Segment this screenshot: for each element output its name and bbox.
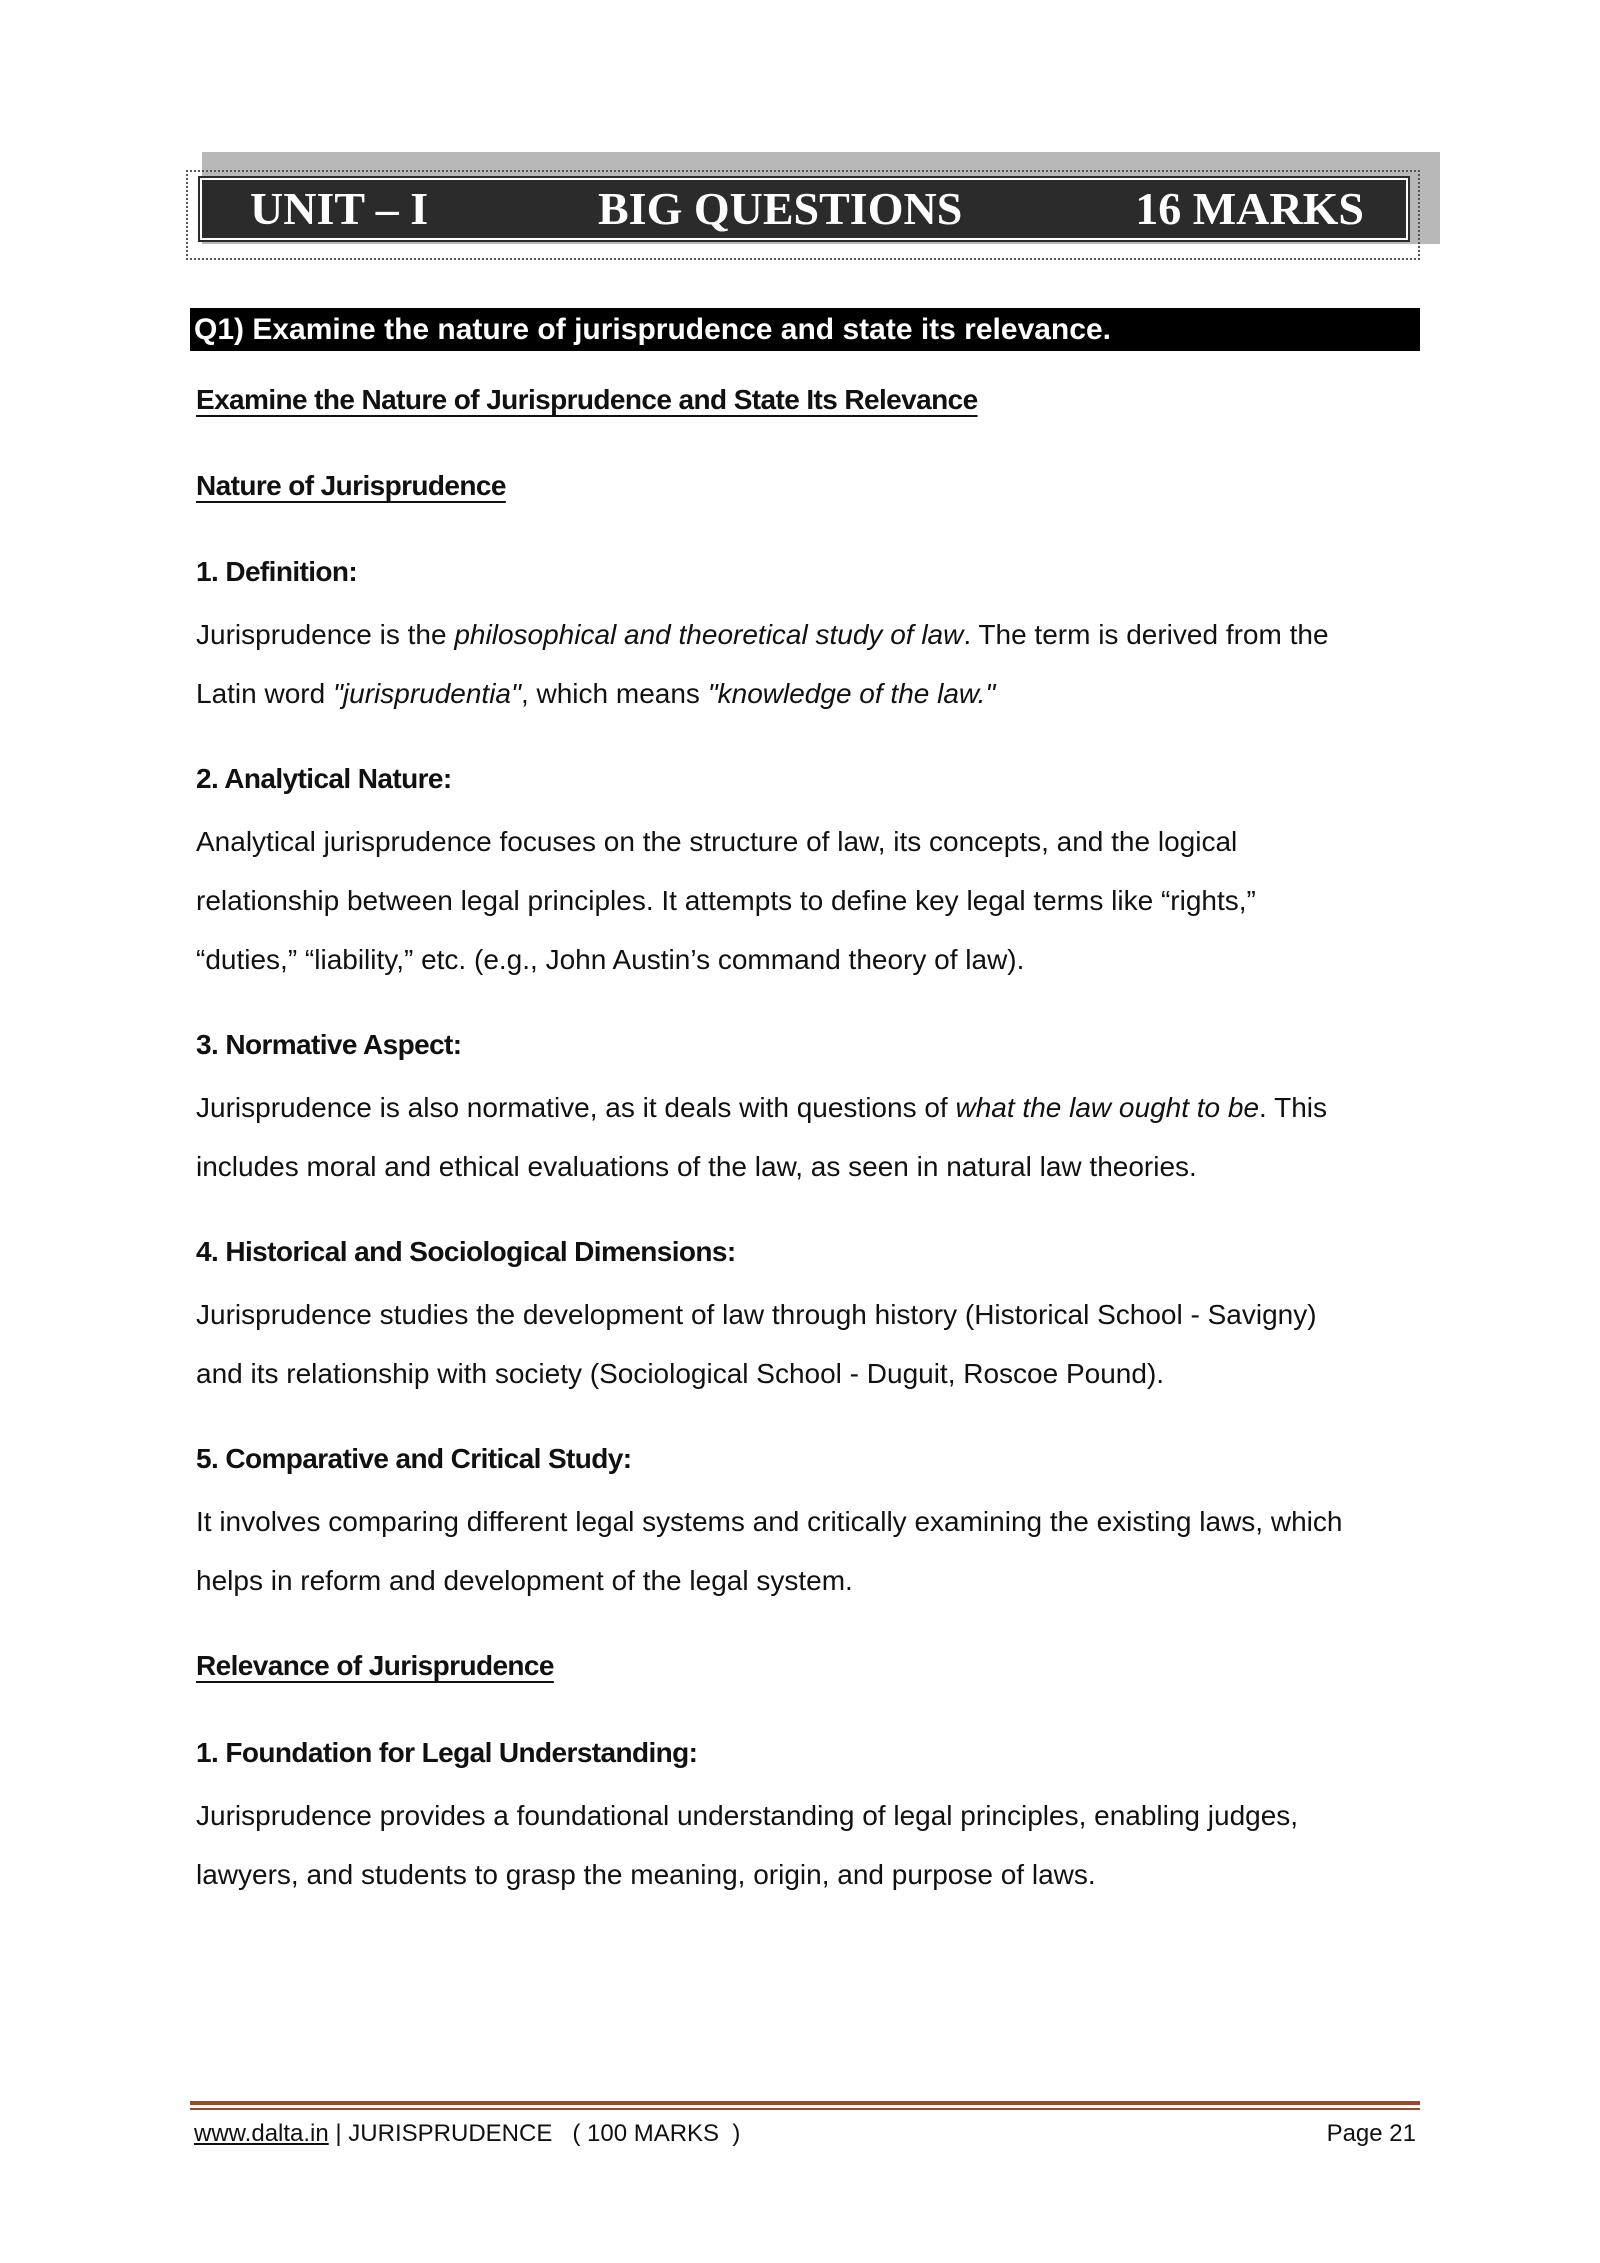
banner-unit: UNIT – I [250,183,429,234]
nature-item-title: 1. Definition: [196,556,358,587]
main-heading: Examine the Nature of Jurisprudence and State Its Relevance [196,384,978,415]
text-line: relationship between legal principles. It attempts to define key legal terms like “rights,” [196,885,1256,916]
nature-item-title: 5. Comparative and Critical Study: [196,1443,632,1474]
footer-rule [190,2108,1420,2110]
question-bar: Q1) Examine the nature of jurisprudence and state its relevance. [190,308,1420,351]
footer-subject: | JURISPRUDENCE ( 100 MARKS ) [328,2120,741,2147]
text-line: Jurisprudence is the philosophical and theoretical study of law. The term is derived from the [196,619,1329,650]
text-line: Latin word "jurisprudentia", which means "knowledge of the law." [196,678,996,709]
text-line: lawyers, and students to grasp the meaning, origin, and purpose of laws. [196,1859,1096,1890]
nature-item-title: 3. Normative Aspect: [196,1029,462,1060]
text-line: “duties,” “liability,” etc. (e.g., John Austin’s command theory of law). [196,944,1025,975]
relevance-item-title: 1. Foundation for Legal Understanding: [196,1737,698,1768]
relevance-item-text [196,1786,1426,1904]
nature-item-text [196,1492,1426,1610]
text-line: It involves comparing different legal systems and critically examining the existing laws, which [196,1506,1343,1537]
footer-page-number: Page 21 [1326,2120,1416,2147]
page-footer [194,2120,1416,2148]
text-line: Analytical jurisprudence focuses on the structure of law, its concepts, and the logical [196,826,1238,857]
footer-rule [190,2101,1420,2105]
nature-item-title: 4. Historical and Sociological Dimensions: [196,1236,736,1267]
footer-site-link[interactable]: www.dalta.in [194,2120,329,2147]
nature-item-text [196,605,1426,723]
nature-item-text [196,812,1426,989]
nature-item-text [196,1285,1426,1403]
banner-title: BIG QUESTIONS [598,183,963,234]
text-line: and its relationship with society (Sociological School - Duguit, Roscoe Pound). [196,1358,1165,1389]
nature-heading: Nature of Jurisprudence [196,470,506,501]
text-line: includes moral and ethical evaluations of the law, as seen in natural law theories. [196,1151,1197,1182]
banner-marks: 16 MARKS [1135,183,1364,234]
relevance-heading: Relevance of Jurisprudence [196,1650,554,1681]
text-line: Jurisprudence is also normative, as it deals with questions of what the law ought to be. This [196,1092,1327,1123]
unit-banner [200,178,1408,240]
nature-item-title: 2. Analytical Nature: [196,763,452,794]
text-line: Jurisprudence provides a foundational understanding of legal principles, enabling judges, [196,1800,1299,1831]
nature-item-text [196,1078,1426,1196]
text-line: helps in reform and development of the legal system. [196,1565,853,1596]
text-line: Jurisprudence studies the development of law through history (Historical School - Savigny) [196,1299,1317,1330]
